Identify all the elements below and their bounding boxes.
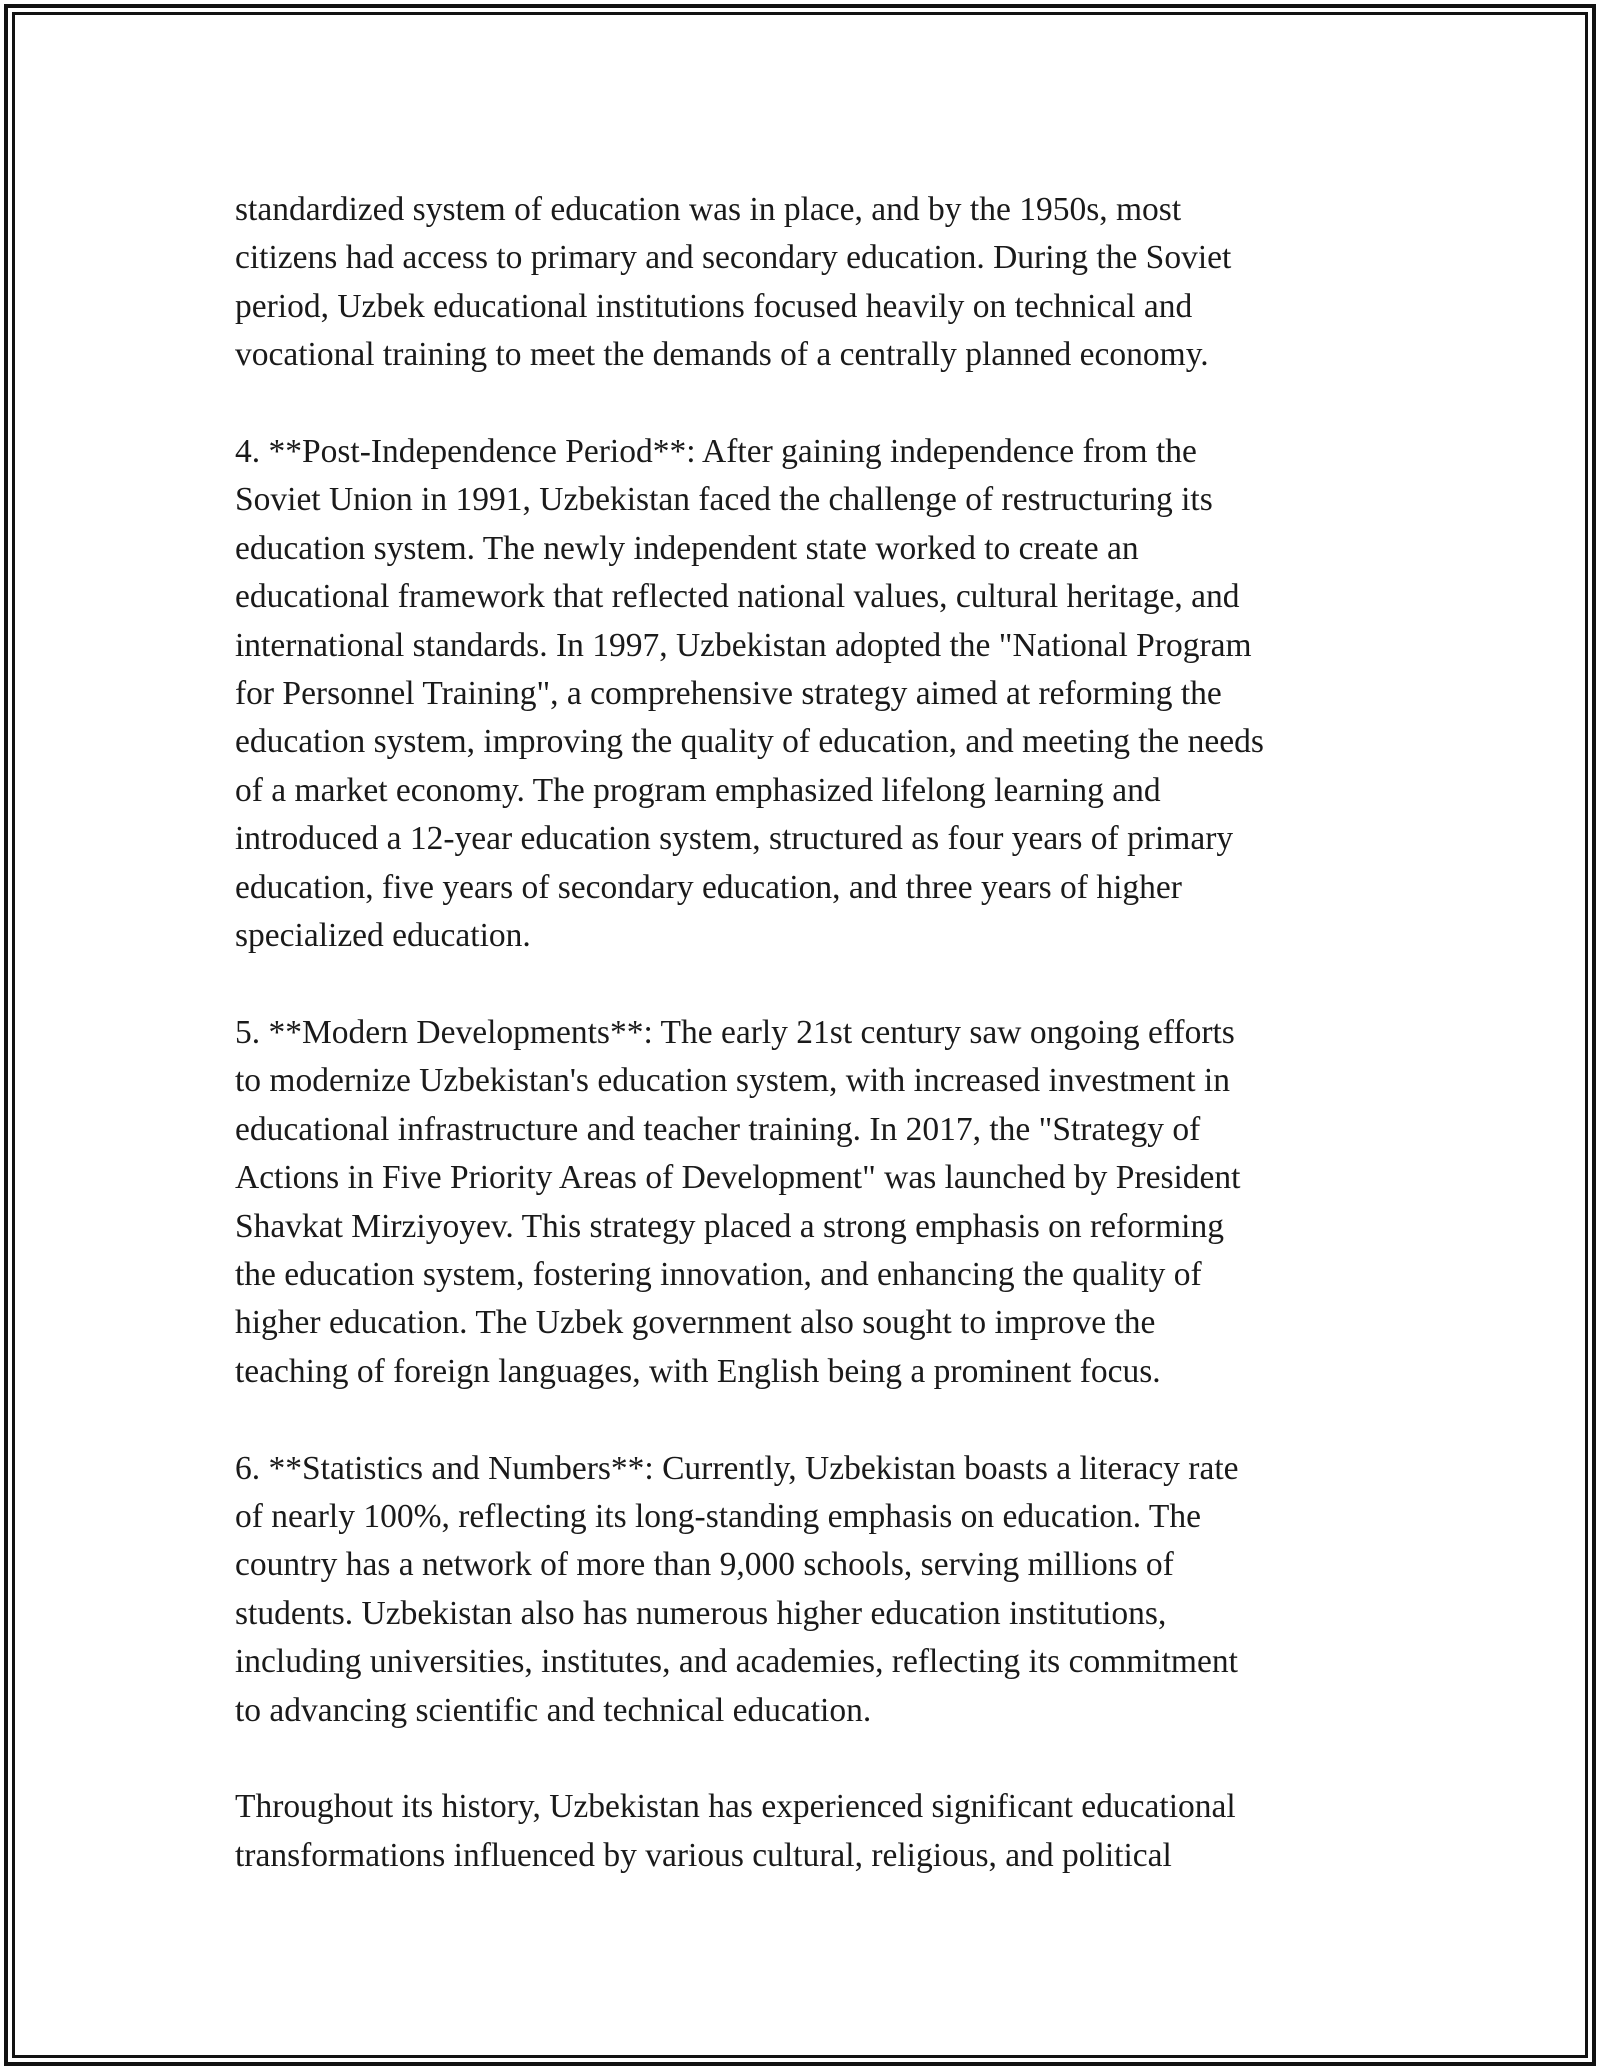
paragraph-conclusion: Throughout its history, Uzbekistan has experienced significant educational transformations influenced by various cultural, religious, and political	[235, 1788, 1236, 1874]
document-body	[235, 186, 1375, 1880]
paragraph-statistics: 6. **Statistics and Numbers**: Currently, Uzbekistan boasts a literacy rate of nearly 100%, reflecting its long-standing emphasis on education. The country has a network of more than 9,000 schools, serving millions of students. Uzbekistan also has numerous higher education institutions, including universities, institutes, and academies, reflecting its commitment to advancing scientific and technical education.	[235, 1449, 1239, 1729]
paragraph-soviet-education: standardized system of education was in place, and by the 1950s, most citizens had access to primary and secondary education. During the Soviet period, Uzbek educational institutions focused heavily on technical and vocational training to meet the demands of a centrally planned economy.	[235, 191, 1232, 374]
paragraph-modern-developments: 5. **Modern Developments**: The early 21st century saw ongoing efforts to modernize Uzbekistan's education system, with increased investment in educational infrastructure and teacher training. In 2017, the "Strategy of Actions in Five Priority Areas of Development" was launched by President Shavkat Mirziyoyev. This strategy placed a strong emphasis on reforming the education system, fostering innovation, and enhancing the quality of higher education. The Uzbek government also sought to improve the teaching of foreign languages, with English being a prominent focus.	[235, 1013, 1241, 1390]
paragraph-post-independence: 4. **Post-Independence Period**: After gaining independence from the Soviet Union in 1991, Uzbekistan faced the challenge of restructuring its education system. The newly independent state worked to create an educational framework that reflected national values, cultural heritage, and international standards. In 1997, Uzbekistan adopted the "National Program for Personnel Training", a comprehensive strategy aimed at reforming the education system, improving the quality of education, and meeting the needs of a market economy. The program emphasized lifelong learning and introduced a 12-year education system, structured as four years of primary education, five years of secondary education, and three years of higher specialized education.	[235, 433, 1264, 955]
